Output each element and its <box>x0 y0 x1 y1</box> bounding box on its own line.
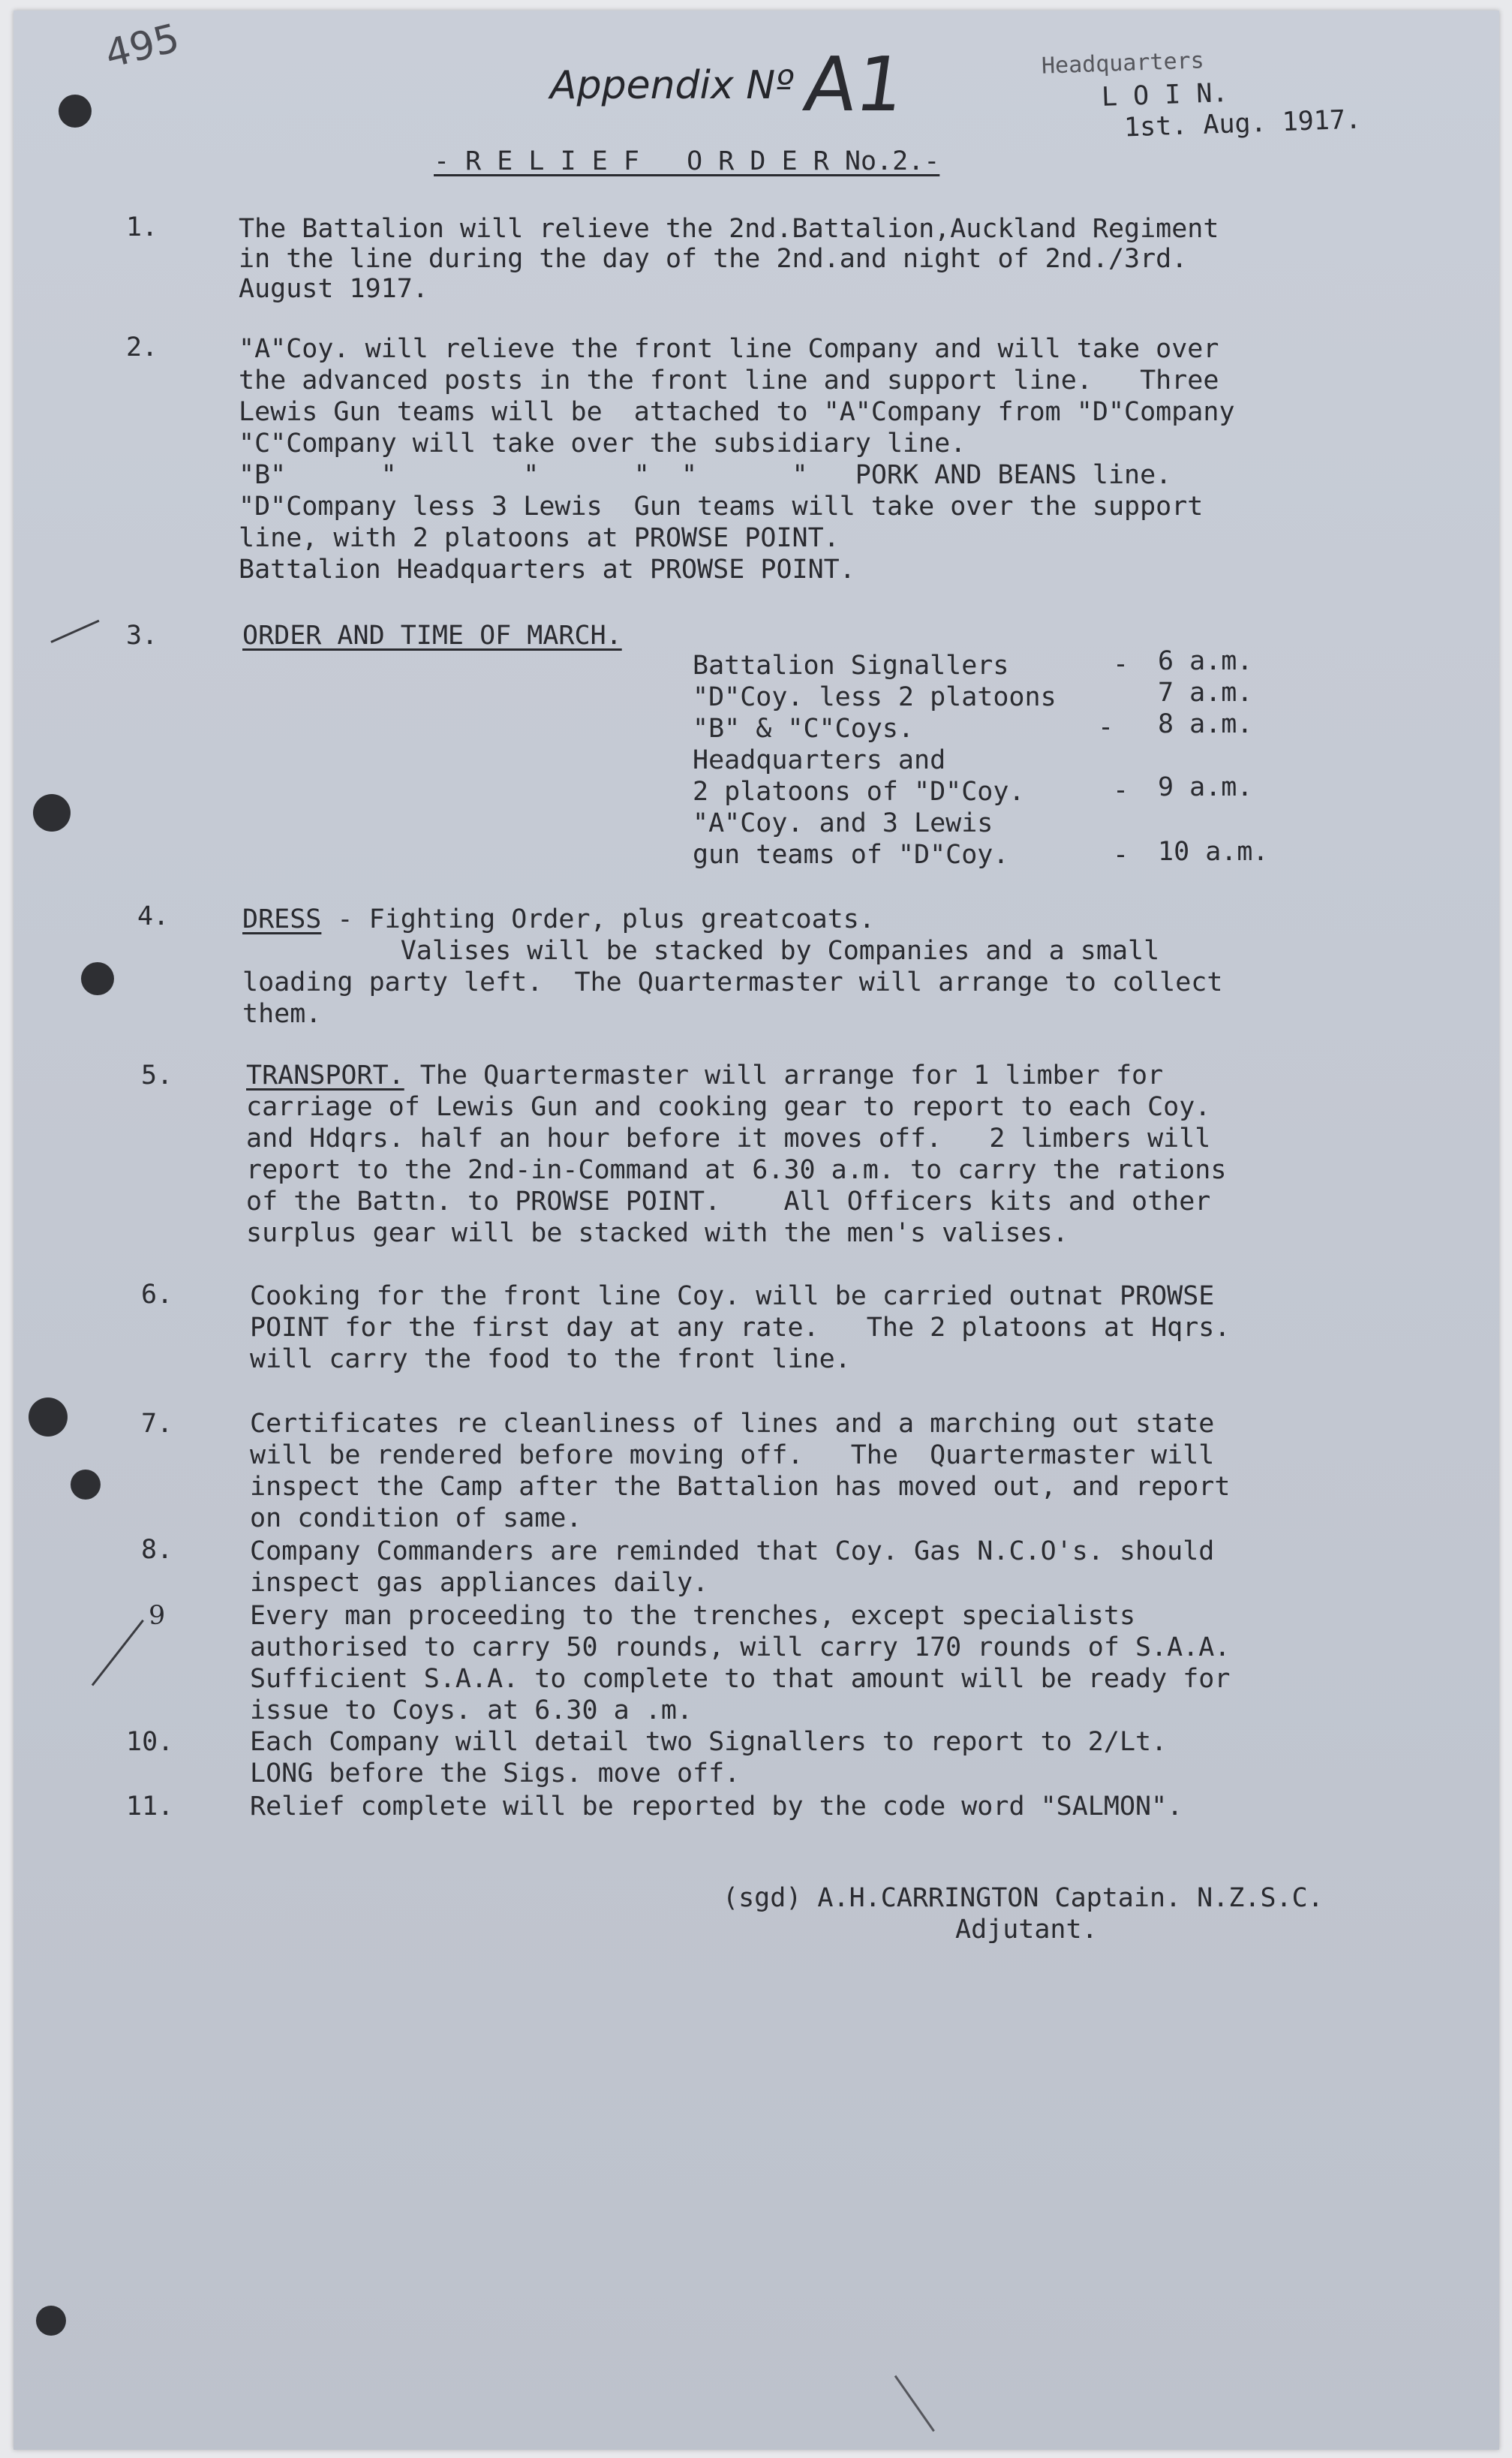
punch-hole <box>71 1470 101 1500</box>
paragraph-number: 8. <box>141 1535 173 1565</box>
march-heading: ORDER AND TIME OF MARCH. <box>242 621 622 651</box>
header-place: L O I N. <box>1101 78 1229 113</box>
paragraph-number: 9 <box>149 1601 166 1631</box>
punch-hole <box>59 95 92 128</box>
paragraph-number: 1. <box>126 212 158 242</box>
paragraph-number: 3. <box>126 621 158 651</box>
document-page: 495 Appendix Nº A1 Headquarters L O I N. 1st. Aug. 1917. - R E L I E F O R D E R No.2.- 1. The Battalion will relieve the 2nd.Battalion,Auckland Regiment in the line during the day of the 2nd.and night of 2nd./3rd. August 1917. 2. "A"Coy. will relieve the front line Company and will take over the advanced posts in the front line and support line. Three Lewis Gun teams will be attached to "A"Company from "D"Company "C"Company will take over the subsidiary line. "B" " " " " " PORK AND BEANS line. "D"Company less 3 Lewis Gun teams will take over the support line, with 2 platoons at PROWSE POINT. Battalion Headquarters at PROWSE POINT. 3. ORDER AND TIME OF MARCH. Battalion Signallers 6 a.m. "D"Coy. less 2 platoons 7 a.m. "B" & "C"Coys. 8 a.m. Headquarters and 2 platoons of "D"Coy. 9 a.m. "A"Coy. and 3 Lewis gun teams of "D"Coy. 10 a.m. - - - - 4. DRESS - Fighting Order, plus greatcoats. Valises will be stacked by Companies and a small loading party left. The Quartermaster will arrange to collect them. 5. TRANSPORT. The Quartermaster will arrange for 1 limber for carriage of Lewis Gun and cooking gear to report to each Coy. and Hdqrs. half an hour before it moves off. 2 limbers will report to the 2nd-in-Command at 6.30 a.m. to carry the rations of the Battn. to PROWSE POINT. All Officers kits and other surplus gear will be stacked with the men's valises. 6. Cooking for the front line Coy. will be carried outnat PROWSE POINT for the first day at any rate. The 2 platoons at Hqrs. will carry the food to the front line. 7. Certificates re cleanliness of lines and a marching out state will be rendered before moving off. The Quartermaster will inspect the Camp after the Battalion has moved out, and report on condition of same. 8. Company Commanders are reminded that Coy. Gas N.C.O's. should inspect gas appliances daily. 9 Every man proceeding to the trenches, except specialists authorised to carry 50 rounds, will carry 170 rounds of S.A.A. Sufficient S.A.A. to complete to that amount will be ready for issue to Coys. at 6.30 a .m. 10. Each Company will detail two Signallers to report to 2/Lt. LONG before the Sigs. move off. 11. Relief complete will be reported by the code word "SALMON". (sgd) A.H.CARRINGTON Captain. N.Z.S.C. Adjutant. <box>14 11 1499 2450</box>
paragraph-number: 6. <box>141 1280 173 1310</box>
punch-hole <box>33 794 71 832</box>
appendix-value: A1 <box>798 41 911 128</box>
paragraph-number: 2. <box>126 332 158 363</box>
paragraph-number: 7. <box>141 1409 173 1439</box>
paragraph-number: 10. <box>126 1727 174 1757</box>
signature-title: Adjutant. <box>955 1915 1098 1945</box>
order-title: - R E L I E F O R D E R No.2.- <box>434 146 940 176</box>
paragraph-number: 11. <box>126 1792 174 1822</box>
signature-line: (sgd) A.H.CARRINGTON Captain. N.Z.S.C. <box>723 1883 1324 1913</box>
punch-hole <box>36 2306 66 2336</box>
header-date: 1st. Aug. 1917. <box>1123 104 1362 143</box>
paragraph-number: 5. <box>141 1061 173 1091</box>
margin-tick-mark <box>92 1620 144 1686</box>
paragraph-number: 4. <box>137 901 170 931</box>
punch-hole <box>29 1397 68 1437</box>
archive-number: 495 <box>101 15 185 78</box>
margin-tick-mark <box>50 620 99 643</box>
crease-mark <box>894 2375 935 2432</box>
header-unit: Headquarters <box>1041 47 1205 80</box>
appendix-label: Appendix Nº <box>550 63 794 108</box>
punch-hole <box>81 962 114 995</box>
